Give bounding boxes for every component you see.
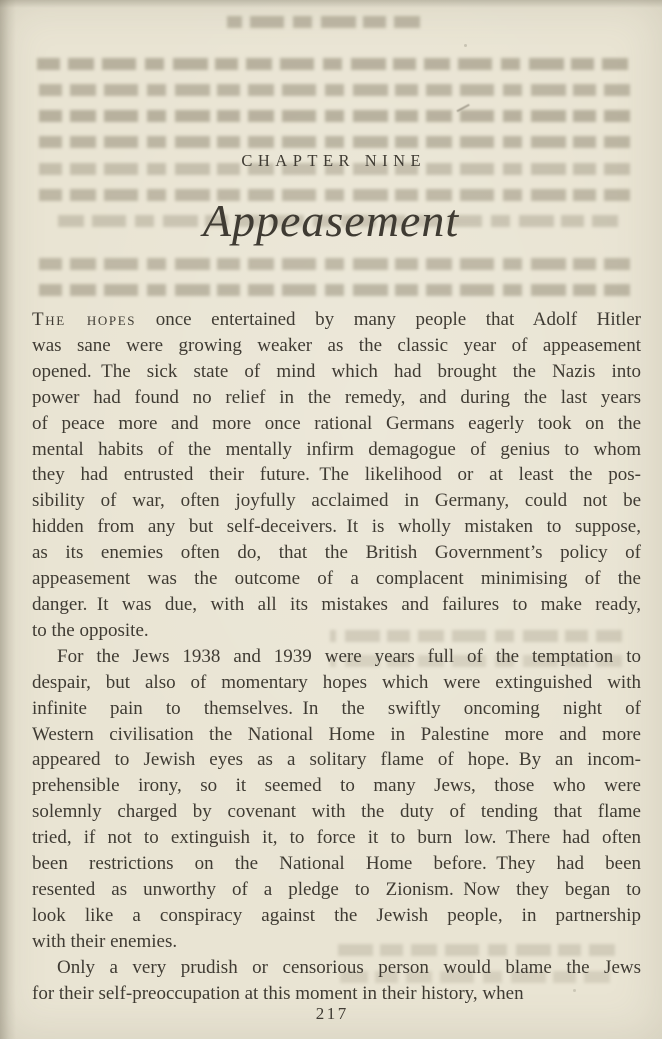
text-line: as its enemies often do, that the British Government’s policy of xyxy=(32,542,641,564)
text-line: solemnly charged by covenant with the duty of tending that flame xyxy=(32,801,641,823)
text-line: For the Jews 1938 and 1939 were years full of the temptation to xyxy=(57,645,641,667)
text-line: they had entrusted their future. The likelihood or at least the pos- xyxy=(32,464,641,486)
text-line: appeared to Jewish eyes as a solitary flame of hope. By an incom- xyxy=(32,749,641,771)
text-line: despair, but also of momentary hopes which were extinguished with xyxy=(32,671,641,693)
text-line: The hopes once entertained by many people that Adolf Hitler xyxy=(32,309,641,330)
text-line: tried, if not to extinguish it, to force it to burn low. There had often xyxy=(32,827,641,849)
text-line: appeasement was the outcome of a complacent minimising of the xyxy=(32,568,641,590)
chapter-title: Appeasement xyxy=(202,195,460,246)
text-line: mental habits of the mentally infirm demagogue of genius to whom xyxy=(32,438,641,460)
bleedthrough-line xyxy=(36,110,630,122)
text-line: was sane were growing weaker as the classic year of appeasement xyxy=(32,334,641,356)
text-line: sibility of war, often joyfully acclaimed in Germany, could not be xyxy=(32,490,641,512)
paragraph xyxy=(32,955,641,1007)
page-top-edge-shading xyxy=(0,0,662,8)
text-line: look like a conspiracy against the Jewish people, in partnership xyxy=(32,904,641,926)
text-line: of peace more and more once rational Germans eagerly took on the xyxy=(32,412,641,434)
bleedthrough-line xyxy=(36,136,630,148)
text-line: danger. It was due, with all its mistakes and failures to make ready, xyxy=(32,593,641,615)
text-line: Western civilisation the National Home in Palestine more and more xyxy=(32,723,641,745)
bleedthrough-line xyxy=(227,16,420,28)
text-line: opened. The sick state of mind which had brought the Nazis into xyxy=(32,360,641,382)
text-line: power had found no relief in the remedy, and during the last years xyxy=(32,386,641,408)
text-line: infinite pain to themselves. In the swiftly oncoming night of xyxy=(32,697,641,719)
chapter-heading: CHAPTER NINE xyxy=(241,151,427,170)
text-line: resented as unworthy of a pledge to Zionism. Now they began to xyxy=(32,878,641,900)
text-line: for their self-preoccupation at this moment in their history, when xyxy=(32,982,524,1004)
paragraph xyxy=(32,644,641,955)
bleedthrough-line xyxy=(36,284,630,296)
bleedthrough-line xyxy=(36,258,630,270)
small-caps-lead: The hopes xyxy=(32,309,137,330)
body-text xyxy=(32,307,641,1006)
bleedthrough-line xyxy=(36,84,630,96)
text-line: to the opposite. xyxy=(32,619,149,641)
text-line: Only a very prudish or censorious person would blame the Jews xyxy=(57,956,641,978)
text-line: hidden from any but self-deceivers. It is wholly mistaken to suppose, xyxy=(32,516,641,538)
text-line: been restrictions on the National Home before. They had been xyxy=(32,853,641,875)
bleedthrough-line xyxy=(36,58,628,70)
scan-scratch-mark xyxy=(456,104,469,112)
text-line: prehensible irony, so it seemed to many Jews, those who were xyxy=(32,775,641,797)
text-line: with their enemies. xyxy=(32,930,178,952)
page-number: 217 xyxy=(315,1004,349,1023)
paragraph xyxy=(32,307,641,644)
scan-speck xyxy=(464,44,467,47)
